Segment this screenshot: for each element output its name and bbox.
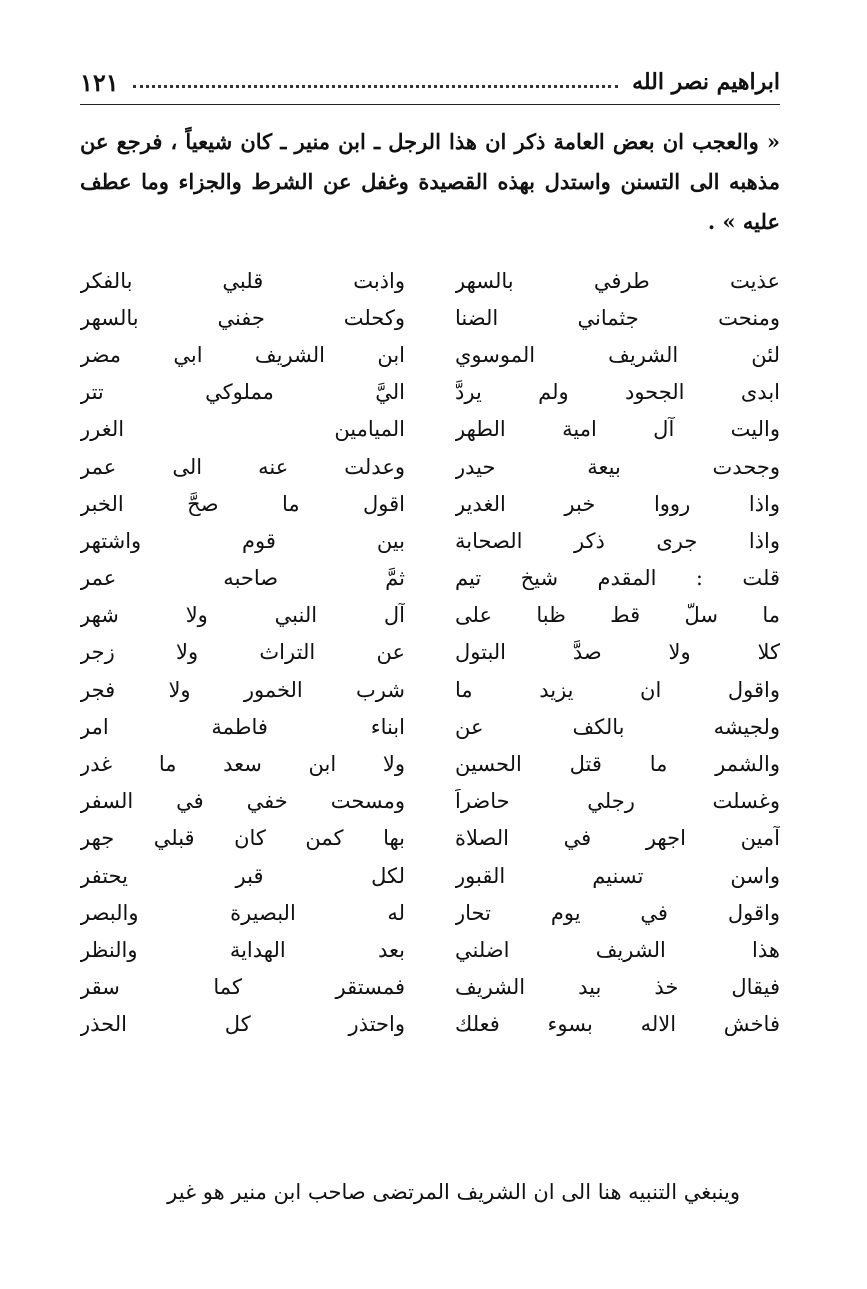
verse-second-hemistich: ومسحت خفي في السفر — [80, 789, 405, 814]
page-header — [80, 60, 780, 105]
verse-line — [80, 783, 780, 820]
verse-second-hemistich: لكل قبرٍ يحتفر — [80, 863, 405, 888]
verse-first-hemistich: آمين اجهر في الصلاة — [455, 826, 780, 851]
page-number: ١٢١ — [80, 67, 119, 97]
verse-second-hemistich: الميامين الغرر — [80, 417, 405, 442]
verse-second-hemistich: بها كمن كان قبلي جهر — [80, 826, 405, 851]
footer-text: وينبغي التنبيه هنا الى ان الشريف المرتضى صاحب ابن منير هو غير — [167, 1180, 740, 1204]
footer-paragraph — [80, 1172, 780, 1212]
verse-line — [80, 969, 780, 1006]
intro-paragraph — [80, 122, 780, 242]
verse-second-hemistich: ابناء فاطمة امر — [80, 714, 405, 739]
verse-first-hemistich: ولجيشه بالكف عن — [455, 714, 780, 739]
verse-line — [80, 448, 780, 485]
verse-first-hemistich: واقول ان يزيد ما — [455, 677, 780, 702]
verse-line — [80, 708, 780, 745]
verse-line — [80, 485, 780, 522]
verse-line — [80, 560, 780, 597]
verse-line — [80, 411, 780, 448]
verse-second-hemistich: بعد الهداية والنظر — [80, 937, 405, 962]
verse-line — [80, 745, 780, 782]
verse-second-hemistich: آل النبي ولا شهر — [80, 603, 405, 628]
intro-text: « والعجب ان بعض العامة ذكر ان هذا الرجل ـ ابن منير ـ كان شيعياً ، فرجع عن مذهبه الى التسنن واستدل بهذه القصيدة وغفل عن الشرط والجزاء وما عطف عليه » . — [80, 129, 780, 234]
verse-line — [80, 820, 780, 857]
verse-first-hemistich: ما سلَّ قط ظبا على — [455, 603, 780, 628]
verse-second-hemistich: ابن الشريف ابي مضر — [80, 342, 405, 367]
verse-first-hemistich: هذا الشريف اضلني — [455, 937, 780, 962]
verse-second-hemistich: عن التراث ولا زجر — [80, 640, 405, 665]
verse-line — [80, 597, 780, 634]
verse-line — [80, 522, 780, 559]
verse-first-hemistich: عذيت طرفي بالسهر — [455, 268, 780, 293]
verse-second-hemistich: وعدلت عنه الى عمر — [80, 454, 405, 479]
verse-line — [80, 299, 780, 336]
verse-second-hemistich: واحتذر كل الحذر — [80, 1012, 405, 1037]
verse-line — [80, 931, 780, 968]
verse-line — [80, 374, 780, 411]
verse-second-hemistich: واذبت قلبي بالفكر — [80, 268, 405, 293]
verse-first-hemistich: وغسلت رجلي حاضراً — [455, 789, 780, 814]
verse-line — [80, 634, 780, 671]
verse-first-hemistich: ابدى الجحود ولم يردَّ — [455, 380, 780, 405]
verse-line — [80, 857, 780, 894]
verse-first-hemistich: والشمر ما قتل الحسين — [455, 752, 780, 777]
verse-second-hemistich: اقول ما صحَّ الخبر — [80, 491, 405, 516]
running-head: ابراهيم نصر الله — [632, 69, 780, 95]
verse-second-hemistich: ثمَّ صاحبه عمر — [80, 566, 405, 591]
verse-first-hemistich: لئن الشريف الموسوي — [455, 342, 780, 367]
verse-second-hemistich: فمستقر كما سقر — [80, 975, 405, 1000]
verse-line — [80, 894, 780, 931]
verse-second-hemistich: ولا ابن سعد ما غدر — [80, 752, 405, 777]
verse-first-hemistich: واقول في يوم تحار — [455, 900, 780, 925]
verse-first-hemistich: فيقال خذ بيد الشريف — [455, 975, 780, 1000]
verse-line — [80, 262, 780, 299]
verse-first-hemistich: واذا رووا خبر الغدير — [455, 491, 780, 516]
verse-first-hemistich: واليت آل امية الطهر — [455, 417, 780, 442]
verse-first-hemistich: فاخش الاله بسوء فعلك — [455, 1012, 780, 1037]
verse-first-hemistich: قلت : المقدم شيخ تيمٍ — [455, 566, 780, 591]
poem — [80, 262, 780, 1043]
verse-second-hemistich: بين قوم واشتهر — [80, 528, 405, 553]
verse-first-hemistich: وجحدت بيعة حيدرٍ — [455, 454, 780, 479]
dotted-leader — [133, 85, 618, 88]
verse-line — [80, 336, 780, 373]
verse-first-hemistich: واذا جرى ذكر الصحابة — [455, 528, 780, 553]
verse-line — [80, 1006, 780, 1043]
verse-first-hemistich: كلا ولا صدَّ البتول — [455, 640, 780, 665]
verse-line — [80, 671, 780, 708]
verse-second-hemistich: وكحلت جفني بالسهر — [80, 305, 405, 330]
verse-first-hemistich: ومنحت جثماني الضنا — [455, 305, 780, 330]
verse-second-hemistich: له البصيرة والبصر — [80, 900, 405, 925]
verse-first-hemistich: واسن تسنيم القبور — [455, 863, 780, 888]
verse-second-hemistich: شرب الخمور ولا فجر — [80, 677, 405, 702]
verse-second-hemistich: اليَّ مملوكي تتر — [80, 380, 405, 405]
